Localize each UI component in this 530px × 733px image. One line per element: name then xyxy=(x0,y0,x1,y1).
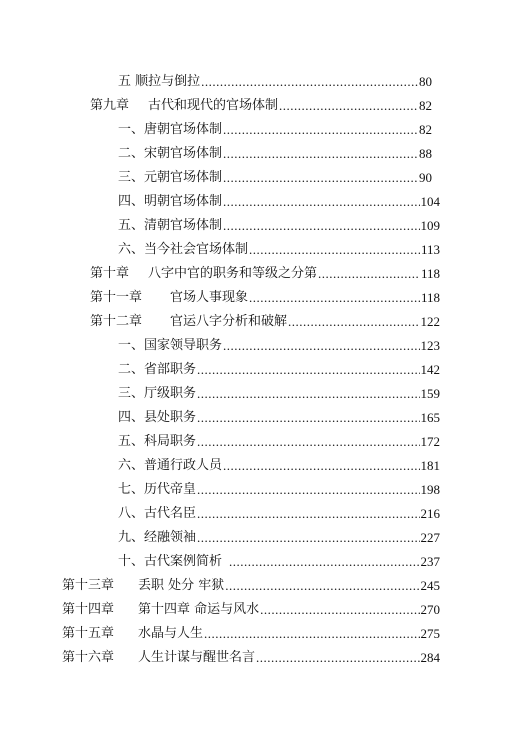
toc-page-number: 118 xyxy=(420,266,440,281)
toc-entry-section xyxy=(118,526,440,546)
dot-leader xyxy=(197,386,419,402)
toc-entry-section xyxy=(118,214,440,234)
toc-entry-section xyxy=(118,358,440,378)
toc-entry-section xyxy=(118,430,440,450)
toc-entry-label: 五、清朝官场体制 xyxy=(118,218,223,233)
toc-entry-section xyxy=(118,382,440,402)
toc-entry-label: 六、普通行政人员 xyxy=(118,458,223,473)
toc-page-number: 237 xyxy=(420,554,440,569)
dot-leader xyxy=(197,362,419,378)
toc-entry-chapter xyxy=(62,646,440,666)
toc-chapter-title: 古代和现代的官场体制 xyxy=(148,98,279,113)
toc-entry-chapter xyxy=(90,94,432,114)
dot-leader xyxy=(223,170,418,186)
toc-chapter-title: 第十四章 命运与风水 xyxy=(138,602,260,617)
toc-chapter-number: 第十一章 xyxy=(90,290,143,305)
toc-entry-label: 五、科局职务 xyxy=(118,434,197,449)
toc-chapter-number: 第十六章 xyxy=(62,650,115,665)
toc-chapter-title: 官场人事现象 xyxy=(170,290,249,305)
toc-chapter-title: 八字中官的职务和等级之分第 xyxy=(148,266,318,281)
toc-chapter-title: 丢职 处分 牢狱 xyxy=(138,578,225,593)
dot-leader xyxy=(223,218,419,234)
toc-page-number: 159 xyxy=(420,386,440,401)
toc-entry-section xyxy=(118,238,440,258)
toc-page-number: 80 xyxy=(419,74,432,89)
toc-entry-section xyxy=(118,550,440,570)
dot-leader xyxy=(197,530,419,546)
toc-page-number: 118 xyxy=(420,290,440,305)
dot-leader xyxy=(223,194,419,210)
dot-leader xyxy=(197,410,419,426)
toc-entry-label: 五 顺拉与倒拉 xyxy=(118,74,201,89)
toc-entry-chapter xyxy=(90,286,440,306)
toc-entry-section xyxy=(118,478,440,498)
toc-page-number: 104 xyxy=(420,194,440,209)
toc-page-number: 245 xyxy=(420,578,440,593)
toc-page-number: 198 xyxy=(420,482,440,497)
toc-entry-chapter xyxy=(62,622,440,642)
toc-entry-section xyxy=(118,190,440,210)
toc-page-number: 82 xyxy=(419,98,432,113)
toc-chapter-number: 第十章 xyxy=(90,266,130,281)
toc-entry-label: 三、元朝官场体制 xyxy=(118,170,223,185)
toc-entry-label: 四、县处职务 xyxy=(118,410,197,425)
toc-chapter-title: 人生计谋与醒世名言 xyxy=(138,650,256,665)
toc-page-number: 123 xyxy=(420,338,440,353)
toc-entry-label: 二、省部职务 xyxy=(118,362,197,377)
toc-entry-label: 六、当今社会官场体制 xyxy=(118,242,249,257)
dot-leader xyxy=(288,314,419,330)
dot-leader xyxy=(197,506,419,522)
toc-entry-label: 三、厅级职务 xyxy=(118,386,197,401)
dot-leader xyxy=(279,98,418,114)
toc-entry-section xyxy=(118,142,432,162)
toc-entry-section xyxy=(118,166,432,186)
toc-entry-label: 一、国家领导职务 xyxy=(118,338,223,353)
dot-leader xyxy=(229,554,419,570)
toc-page-number: 113 xyxy=(420,242,440,257)
toc-entry-section xyxy=(118,70,432,90)
dot-leader xyxy=(204,626,419,642)
toc-page-number: 165 xyxy=(420,410,440,425)
toc-page-number: 227 xyxy=(420,530,440,545)
dot-leader xyxy=(223,458,419,474)
toc-page-number: 82 xyxy=(419,122,432,137)
dot-leader xyxy=(318,266,420,282)
toc-page-number: 122 xyxy=(420,314,440,329)
toc-entry-chapter xyxy=(62,574,440,594)
dot-leader xyxy=(256,650,419,666)
toc-entry-label: 一、唐朝官场体制 xyxy=(118,122,223,137)
toc-entry-label: 四、明朝官场体制 xyxy=(118,194,223,209)
dot-leader xyxy=(223,146,418,162)
toc-entry-label: 八、古代名臣 xyxy=(118,506,197,521)
toc-chapter-number: 第九章 xyxy=(90,98,130,113)
toc-page-number: 216 xyxy=(420,506,440,521)
toc-entry-chapter xyxy=(90,310,440,330)
toc-entry-label: 十、古代案例简析 xyxy=(118,554,223,569)
toc-chapter-number: 第十五章 xyxy=(62,626,115,641)
toc-entry-section xyxy=(118,406,440,426)
toc-page-number: 109 xyxy=(420,218,440,233)
dot-leader xyxy=(201,74,418,90)
toc-page-number: 275 xyxy=(420,626,440,641)
dot-leader xyxy=(223,122,418,138)
toc-page-number: 90 xyxy=(419,170,432,185)
toc-chapter-title: 官运八字分析和破解 xyxy=(170,314,288,329)
toc-entry-section xyxy=(118,502,440,522)
dot-leader xyxy=(249,290,420,306)
toc-page-number: 181 xyxy=(420,458,440,473)
dot-leader xyxy=(249,242,420,258)
toc-page-number: 88 xyxy=(419,146,432,161)
toc-chapter-number: 第十二章 xyxy=(90,314,143,329)
toc-page-number: 172 xyxy=(420,434,440,449)
toc-chapter-title: 水晶与人生 xyxy=(138,626,204,641)
dot-leader xyxy=(197,482,419,498)
toc-entry-label: 九、经融领袖 xyxy=(118,530,197,545)
toc-entry-label: 七、历代帝皇 xyxy=(118,482,197,497)
toc-entry-section xyxy=(118,454,440,474)
toc-chapter-number: 第十四章 xyxy=(62,602,115,617)
toc-entry-label: 二、宋朝官场体制 xyxy=(118,146,223,161)
toc-entry-chapter xyxy=(62,598,440,618)
toc-page-number: 284 xyxy=(420,650,440,665)
toc-page-number: 142 xyxy=(420,362,440,377)
dot-leader xyxy=(223,338,419,354)
dot-leader xyxy=(260,602,419,618)
dot-leader xyxy=(225,578,419,594)
toc-entry-section xyxy=(118,334,440,354)
toc-entry-section xyxy=(118,118,432,138)
toc-entry-chapter xyxy=(90,262,440,282)
dot-leader xyxy=(197,434,419,450)
toc-page-number: 270 xyxy=(420,602,440,617)
toc-chapter-number: 第十三章 xyxy=(62,578,115,593)
